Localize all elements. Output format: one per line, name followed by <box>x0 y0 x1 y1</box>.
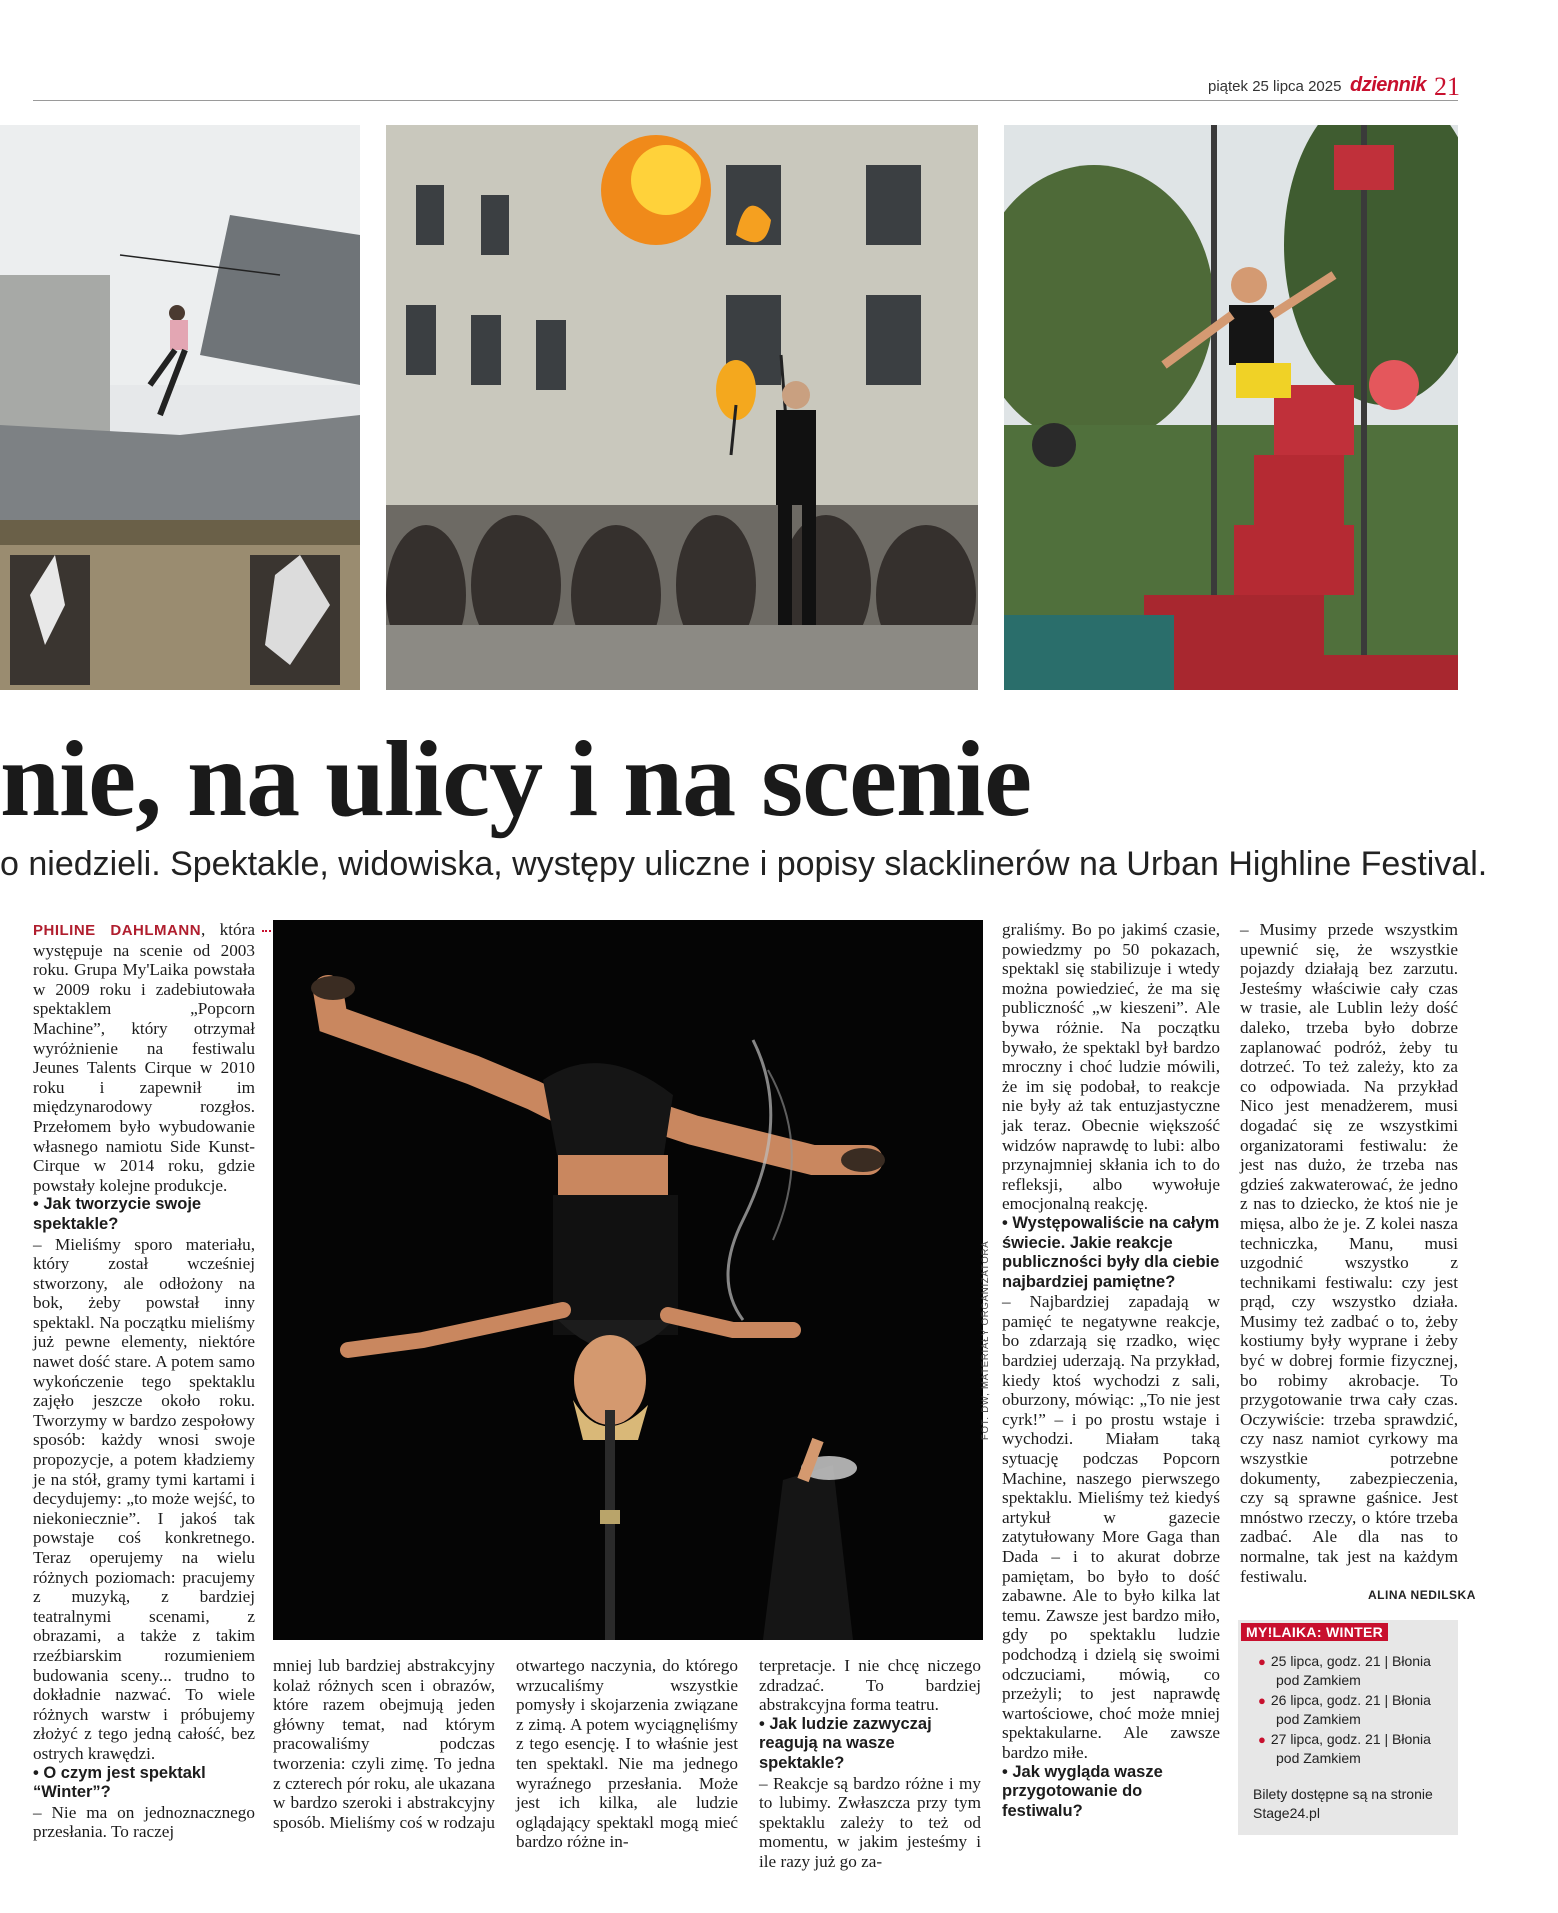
article-column-5 <box>1002 920 1220 1821</box>
tickets-info: Bilety dostępne są na stronie Stage24.pl <box>1253 1786 1433 1821</box>
issue-date: piątek 25 lipca 2025 <box>1208 78 1342 95</box>
photo-acrobat-handstand <box>273 920 983 1640</box>
standfirst: o niedzieli. Spektakle, widowiska, występy uliczne i popisy slacklinerów na Urban Highline Festival. <box>0 845 1488 883</box>
question-3: • Jak ludzie zazwyczaj reagują na wasze spektakle? <box>759 1714 932 1772</box>
intro-text: , która występuje na scenie od 2003 roku. Grupa My'Laika powstała w 2009 roku i zadebiutowała spektaklem „Popcorn Machine”, który otrzymał wyróżnienie na festiwalu Jeunes Talents Cirque w 2010 roku i zapewnił im międzynarodowy rozgłos. Przełomem było wybudowanie własnego namiotu Side Kunst-Cirque w 2014 roku, gdzie powstały kolejne produkcje. <box>33 920 255 1195</box>
photo-crate-climber <box>1004 125 1458 690</box>
event-title-tag: MY!LAIKA: WINTER <box>1241 1623 1388 1641</box>
bullet-icon: ● <box>1258 1732 1266 1747</box>
answer-2-continued-2: otwartego naczynia, do którego wrzucaliśmy wszystkie pomysły i skojarzenia związane z zimą. A potem wyciągnęliśmy z tego esencję. I to właśnie jest ten spektakl. Nie ma jednego wyraźnego przesłania. Może jest ich kilka, ale ludzie oglądający spektakl mogą mieć bardzo różne in- <box>516 1656 738 1852</box>
interviewee-name: PHILINE DAHLMANN <box>33 922 202 939</box>
photo-credit: FOT. DW, MATERIAŁY ORGANIZATORA <box>980 1240 991 1440</box>
article-column-2 <box>273 1656 495 1832</box>
event-date-item: ● 27 lipca, godz. 21 | Błonia pod Zamkiem <box>1258 1731 1431 1766</box>
article-column-3 <box>516 1656 738 1852</box>
answer-3-start: – Reakcje są bardzo różne i my to lubimy. Zwłaszcza przy tym spektaklu zależy to też od momentu, w jakim jesteśmy i ile razy już go za- <box>759 1773 981 1871</box>
answer-1: – Mieliśmy sporo materiału, który został wcześniej stworzony, ale odłożony na bok, żeby powstał inny spektakl. Na początku mieliśmy już pewne elementy, niektóre nawet dość stare. A potem samo wykończenie tego spektaklu zajęło jeszcze około roku. Tworzymy w bardzo zespołowy sposób: każdy wnosi swoje propozycje, a potem kładziemy je na stół, gramy tymi kartami i decydujemy: „to może wejść, to niekoniecznie”. I jakoś tak powstaje coś konkretnego. Teraz operujemy na wielu różnych poziomach: pracujemy z muzyką, z bardziej teatralnymi scenami, z obrazami, a także z takim rzeźbiarskim rozumieniem budowania sceny... trudno to dokładnie nazwać. To wiele różnych warstw i próbujemy złożyć z tego jedną całość, bez ostrych krawędzi. <box>33 1234 255 1763</box>
event-date-item: ● 25 lipca, godz. 21 | Błonia pod Zamkiem <box>1258 1653 1431 1688</box>
event-date-item: ● 26 lipca, godz. 21 | Błonia pod Zamkiem <box>1258 1692 1431 1727</box>
photo-rooftop-performer <box>0 125 360 690</box>
answer-4: – Najbardziej zapadają w pamięć te negatywne reakcje, bo zdarzają się rzadko, więc bardziej uderzają. Na przykład, kiedy ktoś wychodzi z sali, oburzony, mówiąc: „To nie jest cyrk!” – i po prostu wstaje i wychodzi. Miałam taką sytuację podczas Popcorn Machine, naszego pierwszego spektaklu. Mieliśmy też kiedyś artykuł w gazecie zatytułowany More Gaga than Dada – i to akurat dobrze pamiętam, bo było to dość zabawne. Ale to było kilka lat temu. Zawsze jest bardzo miło, gdy po spektaklu ludzie podchodzą i dzielą się swoimi odczuciami, mówią, co przeżyli; to jest naprawdę wartościowe, choć może mniej spektakularne. Ale zawsze bardzo miłe. <box>1002 1292 1220 1762</box>
header-rule <box>33 100 1458 101</box>
headline: nie, na ulicy i na scenie <box>0 720 1032 839</box>
answer-2-end: terpretacje. I nie chcę niczego zdradzać. To bardziej abstrakcyjna forma teatru. <box>759 1656 981 1715</box>
answer-3-end: graliśmy. Bo po jakimś czasie, powiedzmy po 50 pokazach, spektakl się stabilizuje i wtedy można powiedzieć, że ma się publiczność „w kieszeni”. Ale bywa różnie. Na początku bywało, że spektakl był bardzo mroczny i choć ludzie mówili, że im się podobał, to reakcje nie były aż tak entuzjastyczne jak teraz. Obecnie większość widzów naprawdę to lubi: albo przynajmniej skłania ich to do refleksji, albo wywołuje emocjonalną reakcję. <box>1002 920 1220 1214</box>
page-number: 21 <box>1434 72 1460 101</box>
question-1: • Jak tworzycie swoje spektakle? <box>33 1195 202 1233</box>
bullet-icon: ● <box>1258 1693 1266 1708</box>
bullet-icon: ● <box>1258 1654 1266 1669</box>
photo-fire-performer <box>386 125 978 690</box>
answer-2-start: – Nie ma on jednoznacznego przesłania. To raczej <box>33 1802 255 1842</box>
newspaper-logo: dziennik <box>1350 74 1427 96</box>
article-column-6 <box>1240 920 1458 1586</box>
article-column-1 <box>33 920 255 1842</box>
question-2: • O czym jest spektakl “Winter”? <box>33 1763 206 1802</box>
author-name: ALINA NEDILSKA <box>1368 1588 1476 1602</box>
question-5: • Jak wygląda wasze przygotowanie do festiwalu? <box>1002 1762 1163 1820</box>
answer-2-continued: mniej lub bardziej abstrakcyjny kolaż różnych scen i obrazów, które razem obejmują jeden główny temat, nad którym pracowaliśmy podczas tworzenia: czyli zimę. To jedna z czterech pór roku, ale ukazana w bardzo szeroki i abstrakcyjny sposób. Mieliśmy coś w rodzaju <box>273 1656 495 1832</box>
question-4: • Występowaliście na całym świecie. Jakie reakcje publiczności były dla ciebie najbardziej pamiętne? <box>1002 1213 1220 1291</box>
answer-5: – Musimy przede wszystkim upewnić się, że wszystkie pojazdy działają bez zarzutu. Jesteśmy właściwie cały czas w trasie, ale Lublin leży dość daleko, trzeba było dobrze zaplanować podróż, żeby tu dotrzeć. To też zależy, kto za co odpowiada. Na przykład Nico jest menadżerem, musi dogadać się ze wszystkimi organizatorami festiwalu: że jest nas dużo, że trzeba nas gdzieś zakwaterować, że jedno z nas to dziecko, że ktoś nie je mięsa, albo że je. Z kolei nasza techniczka, Manu, musi uzgodnić wszystko z technikami festiwalu: czy jest prąd, czy wszystko działa. Musimy też zadbać o to, żeby kostiumy były wyprane i żeby być w dobrej formie fizycznej, bo robimy akrobacje. To przygotowanie trwa cały czas. Oczywiście: trzeba sprawdzić, czy nasz namiot cyrkowy ma wszystkie potrzebne dokumenty, zabezpieczenia, czy są sprawne gaśnice. Jest mnóstwo rzeczy, o które trzeba zadbać. Ale dla nas to normalne, tak jest na każdym festiwalu. <box>1240 920 1458 1586</box>
article-column-4 <box>759 1656 981 1872</box>
